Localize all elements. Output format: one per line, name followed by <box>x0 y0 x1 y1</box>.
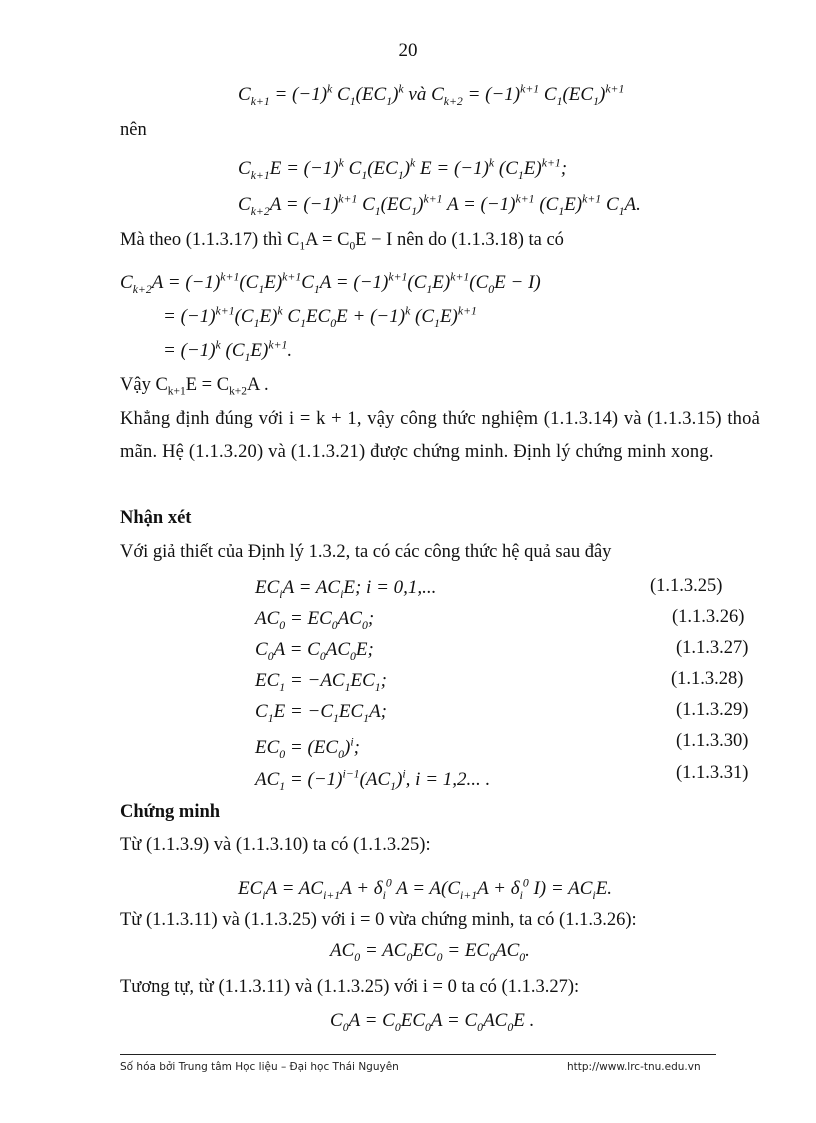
equation-derivation-3-text: = $(-1)^k$ $(C_1E)^{k+1}$. <box>163 339 293 365</box>
heading-chung-minh: Chứng minh <box>120 802 221 822</box>
text-vay-content: Vậy $C_{k+1}E = C_{k+2}A$ . <box>120 375 269 398</box>
formula-2-label: (1.1.3.26) <box>672 607 745 627</box>
equation-proof-26-text: $AC_0 = AC_0EC_0 = EC_0AC_0$. <box>330 940 530 964</box>
text-nen: nên <box>120 120 147 140</box>
text-khang-dinh <box>120 403 760 469</box>
equation-ck2a-text: $C_{k+2}A = (-1)^{k+1}$ $C_1(EC_1)^{k+1}$ $A = (-1)^{k+1}$ $(C_1E)^{k+1}$ $C_1A$. <box>238 193 641 219</box>
equation-ck1-text: $C_{k+1} = (-1)^k$ $C_1(EC_1)^k$ và $C_{k+2} = (-1)^{k+1}$ $C_1(EC_1)^{k+1}$ <box>238 83 625 109</box>
equation-proof-27-text: $C_0A = C_0EC_0A = C_0AC_0E$ . <box>330 1010 535 1034</box>
text-khang-dinh-content: Khẳng định đúng với i = k + 1, vậy công thức nghiệm (1.1.3.14) và (1.1.3.15) thoả mãn. Hệ (1.1.3.20) và (1.1.3.21) được chứng minh. Định lý chứng minh xong. <box>120 409 760 462</box>
formula-3 <box>255 638 374 669</box>
equation-ck1 <box>238 78 624 114</box>
footer-right: http://www.lrc-tnu.edu.vn <box>567 1061 701 1073</box>
footer-divider <box>120 1054 716 1055</box>
text-tuong-tu <box>120 972 760 1003</box>
text-ma-theo-content: Mà theo (1.1.3.17) thì $C_1A = C_0E - I$ nên do (1.1.3.18) ta có <box>120 230 564 253</box>
equation-derivation-3 <box>163 334 292 370</box>
formula-7 <box>255 763 490 799</box>
equation-ck1e-text: $C_{k+1}E = (-1)^k$ $C_1(EC_1)^k$ $E = (-1)^k$ $(C_1E)^{k+1}$; <box>238 157 568 183</box>
equation-derivation-2-text: = $(-1)^{k+1}(C_1E)^k$ $C_1EC_0E + (-1)^k$ $(C_1E)^{k+1}$ <box>163 305 477 331</box>
formula-2 <box>255 607 374 638</box>
formula-4-label: (1.1.3.28) <box>671 669 744 689</box>
page-number: 20 <box>398 40 418 61</box>
heading-nhan-xet: Nhận xét <box>120 508 192 528</box>
formula-3-expr: $C_0A = C_0AC_0E$; <box>255 639 374 663</box>
formula-6 <box>255 731 360 767</box>
text-tu-2-content: Từ (1.1.3.11) và (1.1.3.25) với i = 0 vừa chứng minh, ta có (1.1.3.26): <box>120 910 637 930</box>
formula-3-label: (1.1.3.27) <box>676 638 749 658</box>
text-ma-theo <box>120 225 760 263</box>
equation-derivation-1 <box>120 266 541 302</box>
formula-1 <box>255 576 436 607</box>
equation-ck1e <box>238 152 567 188</box>
footer-left: Số hóa bởi Trung tâm Học liệu – Đại học Thái Nguyên <box>120 1061 399 1073</box>
formula-1-expr: $EC_iA = AC_iE$; i = 0,1,... <box>255 577 437 601</box>
formula-7-label: (1.1.3.31) <box>676 763 749 783</box>
formula-6-label: (1.1.3.30) <box>676 731 749 751</box>
equation-ck2a <box>238 188 641 224</box>
equation-proof-25-text: $EC_iA = AC_{i+1}A + \delta_i^0$ $A = A(C_{i+1}A + \delta_i^0$ $I) = AC_iE$. <box>238 877 613 903</box>
formula-2-expr: $AC_0 = EC_0AC_0$; <box>255 608 375 632</box>
formula-4 <box>255 669 387 700</box>
formula-5 <box>255 700 387 731</box>
text-tu-1: Từ (1.1.3.9) và (1.1.3.10) ta có (1.1.3.25): <box>120 835 431 855</box>
text-voi-gia-thiet: Với giả thiết của Định lý 1.3.2, ta có các công thức hệ quả sau đây <box>120 542 612 562</box>
formula-6-expr: $EC_0 = (EC_0)^i$; <box>255 736 360 762</box>
text-tu-2 <box>120 905 760 936</box>
formula-5-expr: $C_1E = -C_1EC_1A$; <box>255 701 387 725</box>
equation-derivation-2 <box>163 300 477 336</box>
formula-5-label: (1.1.3.29) <box>676 700 749 720</box>
formula-4-expr: $EC_1 = -AC_1EC_1$; <box>255 670 387 694</box>
equation-proof-25 <box>238 872 612 908</box>
equation-derivation-1-text: $C_{k+2}A = (-1)^{k+1}(C_1E)^{k+1}C_1A = (-1)^{k+1}(C_1E)^{k+1}(C_0E - I)$ <box>120 271 541 297</box>
text-tuong-tu-content: Tương tự, từ (1.1.3.11) và (1.1.3.25) với i = 0 ta có (1.1.3.27): <box>120 977 580 997</box>
equation-proof-27 <box>330 1009 534 1040</box>
equation-proof-26 <box>330 939 530 970</box>
formula-1-label: (1.1.3.25) <box>650 576 723 596</box>
formula-7-expr: $AC_1 = (-1)^{i-1}(AC_1)^i$, i = 1,2... . <box>255 768 491 794</box>
